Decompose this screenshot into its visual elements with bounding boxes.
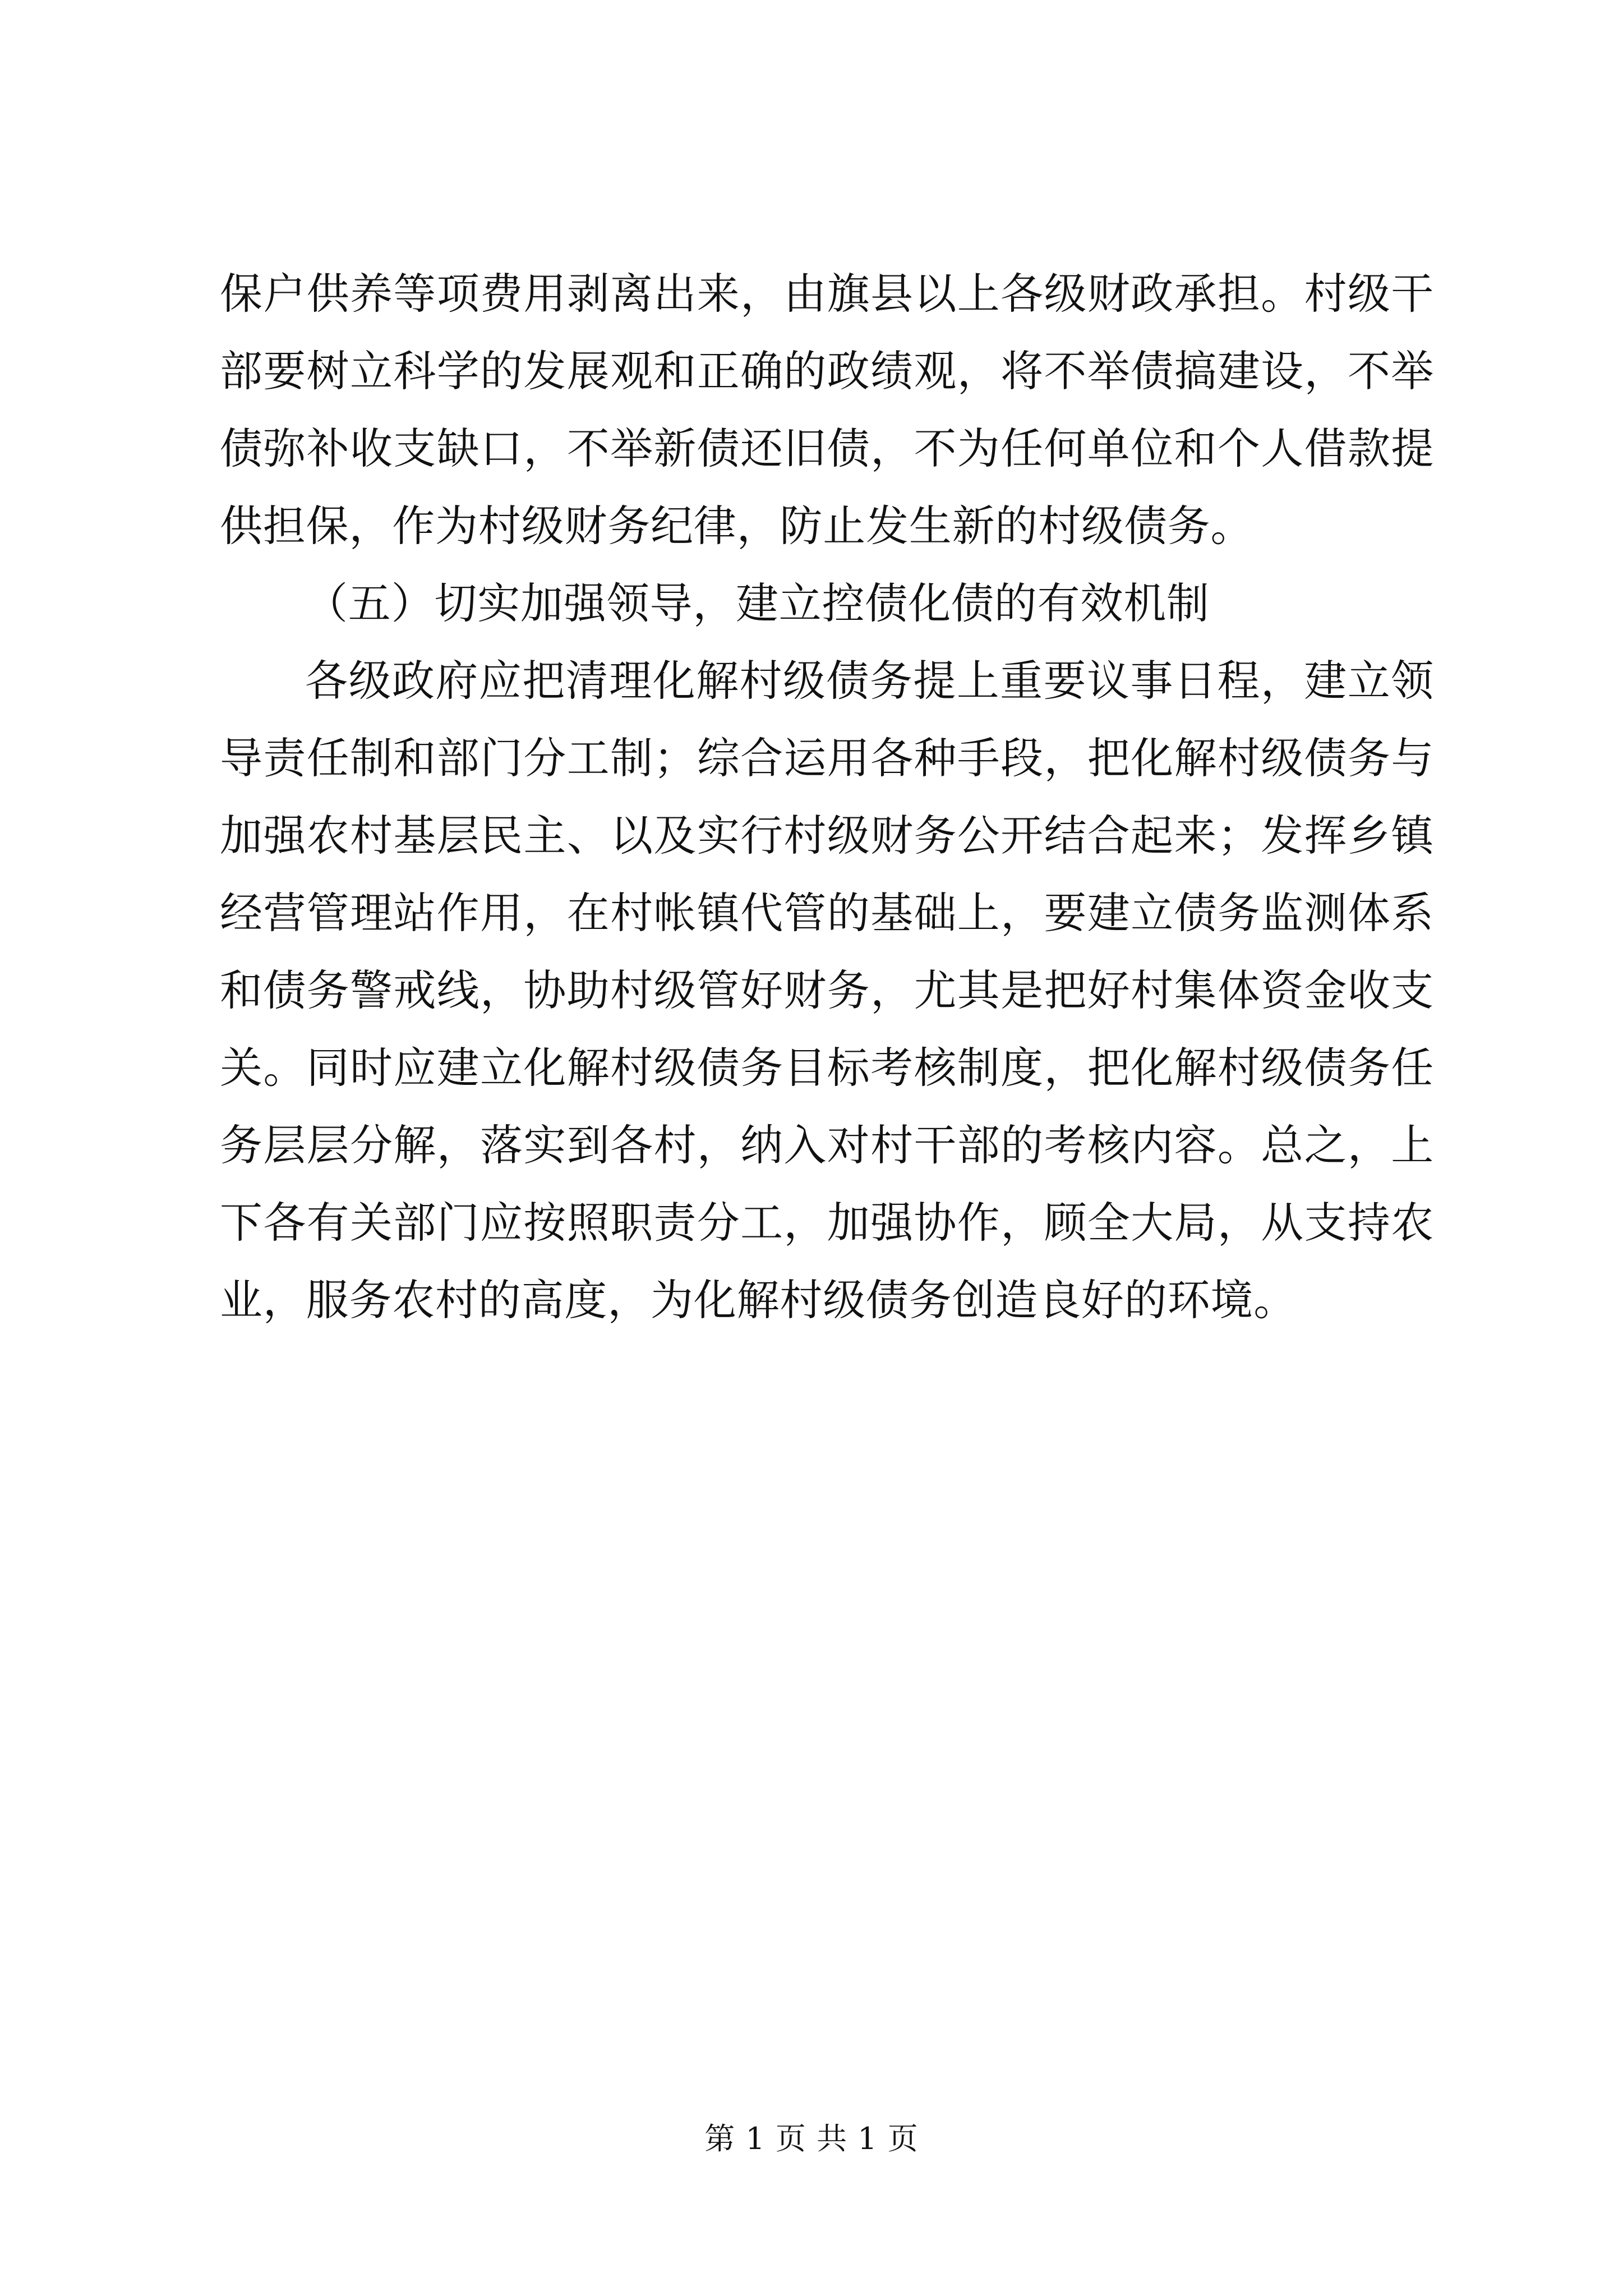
paragraph-2-line: 和债务警戒线，协助村级管好财务，尤其是把好村集体资金收支 bbox=[220, 965, 1434, 1015]
paragraph-2-line: 加强农村基层民主、以及实行村级财务公开结合起来；发挥乡镇 bbox=[220, 811, 1434, 861]
paragraph-1-line: 保户供养等项费用剥离出来，由旗县以上各级财政承担。村级干 bbox=[220, 269, 1434, 319]
paragraph-2-line: 经营管理站作用，在村帐镇代管的基础上，要建立债务监测体系 bbox=[220, 888, 1434, 938]
paragraph-2-line: 下各有关部门应按照职责分工，加强协作，顾全大局，从支持农 bbox=[220, 1198, 1434, 1248]
paragraph-1-line: 债弥补收支缺口，不举新债还旧债，不为任何单位和个人借款提 bbox=[220, 424, 1434, 473]
paragraph-1-line: 部要树立科学的发展观和正确的政绩观，将不举债搞建设，不举 bbox=[220, 346, 1434, 396]
paragraph-2-line: 导责任制和部门分工制；综合运用各种手段，把化解村级债务与 bbox=[220, 733, 1434, 783]
document-body bbox=[220, 255, 1434, 1339]
paragraph-2-line: 务层层分解，落实到各村，纳入对村干部的考核内容。总之，上 bbox=[220, 1120, 1434, 1170]
paragraph-2-line: 业，服务农村的高度，为化解村级债务创造良好的环境。 bbox=[220, 1275, 1297, 1325]
page-number-footer: 第 1 页 共 1 页 bbox=[704, 2121, 919, 2156]
paragraph-1-line: 供担保，作为村级财务纪律，防止发生新的村级债务。 bbox=[220, 501, 1254, 551]
section-heading: （五）切实加强领导，建立控债化债的有效机制 bbox=[305, 578, 1210, 628]
paragraph-2-line: 关。同时应建立化解村级债务目标考核制度，把化解村级债务任 bbox=[220, 1043, 1434, 1093]
paragraph-2-line: 各级政府应把清理化解村级债务提上重要议事日程，建立领 bbox=[305, 656, 1434, 706]
